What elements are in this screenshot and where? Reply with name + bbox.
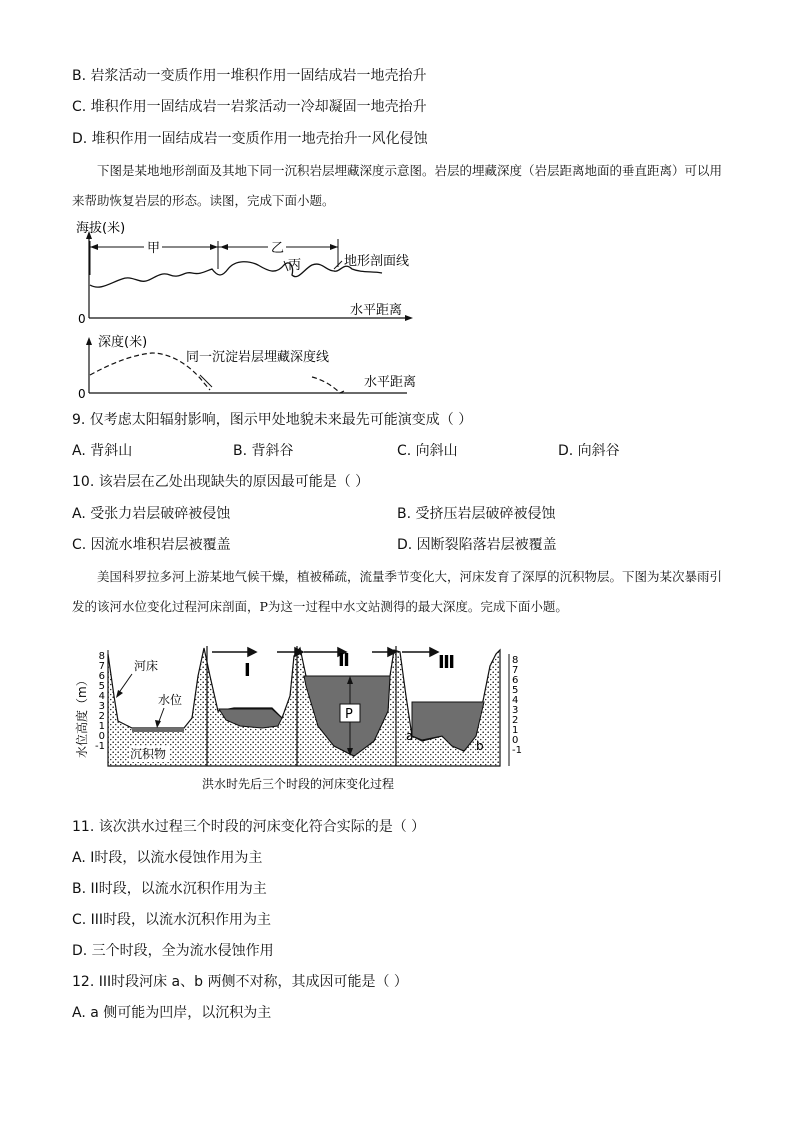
bottom-y-label: 深度(米) [98,335,148,350]
terrain-profile-figure [72,215,432,405]
svg-text:1: 1 [98,721,105,732]
svg-text:7: 7 [512,665,519,676]
question-10: 10. 该岩层在乙处出现缺失的原因最可能是（ ） [72,474,370,490]
svg-text:1: 1 [512,725,519,736]
q9-option-d[interactable]: D. 向斜谷 [558,443,620,459]
fig2-y-label: 水位高度（m） [75,674,89,758]
option-b-line: B. 岩浆活动一变质作用一堆积作用一固结成岩一地壳抬升 [72,68,427,84]
svg-text:3: 3 [512,705,519,716]
period-3-label: Ⅲ [438,652,456,673]
side-a-label: a [406,729,414,743]
question-12: 12. III时段河床 a、b 两侧不对称，其成因可能是（ ） [72,974,408,990]
option-c-line: C. 堆积作用一固结成岩一岩浆活动一冷却凝固一地壳抬升 [72,99,427,115]
water-initial [132,728,184,732]
period-2-label: Ⅱ [338,650,350,671]
p-label: P [345,707,353,722]
top-y-label: 海拔(米) [76,221,126,236]
svg-text:-1: -1 [95,741,105,752]
sediment-label: 沉积物 [130,747,167,761]
right-scale [512,655,522,756]
svg-text:7: 7 [98,661,105,672]
svg-text:5: 5 [98,681,105,692]
fig2-caption: 洪水时先后三个时段的河床变化过程 [202,777,395,791]
intro-paragraph-2: 美国科罗拉多河上游某地气候干燥，植被稀疏，流量季节变化大，河床发育了深厚的沉积物层。下图为某次暴雨引发的该河水位变化过程河床剖面，P为这一过程中水文站测得的最大深度。完成下面小题。 [72,569,723,614]
label-bing: 丙 [288,258,302,273]
svg-text:5: 5 [512,685,519,696]
flow-arrows [212,648,438,656]
depth-line-right [312,377,346,393]
riverbed-figure [72,636,532,796]
label-horizontal-distance-2: 水平距离 [364,375,417,390]
q11-option-c[interactable]: C. III时段，以流水沉积作用为主 [72,912,272,928]
svg-text:2: 2 [512,715,519,726]
label-horizontal-distance: 水平距离 [350,303,403,318]
top-zero-label: 0 [78,312,86,326]
water-level-label: 水位 [158,693,183,707]
bottom-zero-label: 0 [78,387,86,401]
svg-text:6: 6 [98,671,105,682]
q11-option-d[interactable]: D. 三个时段，全为流水侵蚀作用 [72,943,274,959]
label-yi: 乙 [271,241,285,256]
label-profile: 地形剖面线 [344,254,410,269]
label-jia: 甲 [147,241,161,256]
riverbed-label: 河床 [134,659,159,673]
left-scale [95,651,105,752]
q9-option-b[interactable]: B. 背斜谷 [233,443,294,459]
q11-option-b[interactable]: B. II时段，以流水沉积作用为主 [72,881,267,897]
q11-option-a[interactable]: A. I时段，以流水侵蚀作用为主 [72,850,263,866]
svg-text:-1: -1 [512,745,522,756]
svg-text:4: 4 [512,695,519,706]
option-d-line: D. 堆积作用一固结成岩一变质作用一地壳抬升一风化侵蚀 [72,131,428,147]
label-depth-line: 同一沉淀岩层埋藏深度线 [186,350,330,365]
q10-option-d[interactable]: D. 因断裂陷落岩层被覆盖 [397,537,557,553]
q10-option-c[interactable]: C. 因流水堆积岩层被覆盖 [72,537,231,553]
svg-text:4: 4 [98,691,105,702]
q12-option-a[interactable]: A. a 侧可能为凹岸，以沉积为主 [72,1005,272,1021]
svg-text:2: 2 [98,711,105,722]
side-b-label: b [476,739,484,753]
svg-text:8: 8 [98,651,105,662]
q10-option-a[interactable]: A. 受张力岩层破碎被侵蚀 [72,506,231,522]
q10-option-b[interactable]: B. 受挤压岩层破碎被侵蚀 [397,506,556,522]
svg-text:0: 0 [512,735,519,746]
svg-text:3: 3 [98,701,105,712]
period-1-label: Ⅰ [244,660,251,681]
question-9: 9. 仅考虑太阳辐射影响，图示甲处地貌未来最先可能演变成（ ） [72,412,473,428]
q9-option-c[interactable]: C. 向斜山 [397,443,458,459]
svg-text:6: 6 [512,675,519,686]
top-x-arrow [405,315,413,321]
svg-text:0: 0 [98,731,105,742]
svg-text:8: 8 [512,655,519,666]
q9-option-a[interactable]: A. 背斜山 [72,443,133,459]
question-11: 11. 该次洪水过程三个时段的河床变化符合实际的是（ ） [72,819,426,835]
intro-paragraph-1: 下图是某地地形剖面及其地下同一沉积岩层埋藏深度示意图。岩层的埋藏深度（岩层距离地面的垂直距离）可以用来帮助恢复岩层的形态。读图，完成下面小题。 [72,163,723,208]
